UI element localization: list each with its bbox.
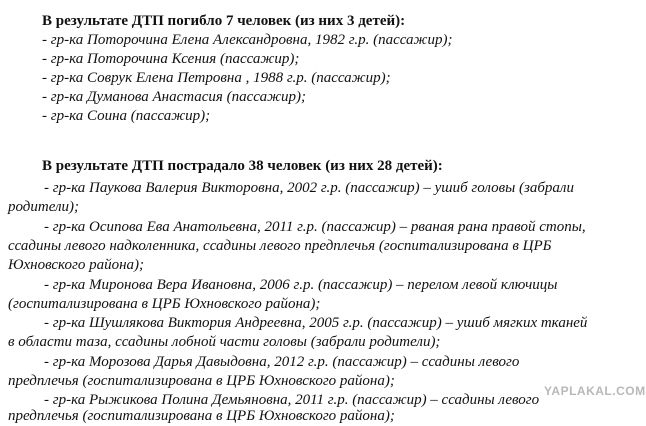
injured-heading: В результате ДТП пострадало 38 человек (из них 28 детей): <box>42 158 443 174</box>
injured-list-line: Юхновского района); <box>8 257 145 273</box>
injured-list-line: ссадины левого надколенника, ссадины левого предплечья (госпитализирована в ЦРБ <box>8 238 552 254</box>
injured-list-line: - гр-ка Морозова Дарья Давыдовна, 2012 г.р. (пассажир) – ссадины левого <box>44 354 520 370</box>
deaths-list-item: - гр-ка Соврук Елена Петровна , 1988 г.р. (пассажир); <box>42 70 391 86</box>
deaths-heading: В результате ДТП погибло 7 человек (из них 3 детей): <box>42 13 406 29</box>
injured-list-line: (госпитализирована в ЦРБ Юхновского района); <box>8 296 321 312</box>
injured-list-line: - гр-ка Шушлякова Виктория Андреевна, 2005 г.р. (пассажир) – ушиб мягких тканей <box>44 315 588 331</box>
injured-list-line: предплечья (госпитализирована в ЦРБ Юхновского района); <box>8 373 395 389</box>
injured-list-line: в области таза, ссадины лобной части головы (забрали родители); <box>8 334 441 350</box>
deaths-list-item: - гр-ка Поторочина Ксения (пассажир); <box>42 51 300 67</box>
injured-list-line: - гр-ка Рыжикова Полина Демьяновна, 2011 г.р. (пассажир) – ссадины левого <box>44 392 540 408</box>
watermark-logo: YAPLAKAL.COM <box>544 384 646 398</box>
injured-list-line: - гр-ка Миронова Вера Ивановна, 2006 г.р. (пассажир) – перелом левой ключицы <box>44 277 558 293</box>
deaths-list-item: - гр-ка Думанова Анастасия (пассажир); <box>42 89 307 105</box>
injured-list-line: - гр-ка Осипова Ева Анатольевна, 2011 г.р. (пассажир) – рваная рана правой стопы, <box>44 219 586 235</box>
injured-list-line: - гр-ка Паукова Валерия Викторовна, 2002 г.р. (пассажир) – ушиб головы (забрали <box>44 180 574 196</box>
injured-list-line: предплечья (госпитализирована в ЦРБ Юхновского района); <box>8 408 395 424</box>
deaths-list-item: - гр-ка Поторочина Елена Александровна, 1982 г.р. (пассажир); <box>42 32 453 48</box>
deaths-list-item: - гр-ка Соина (пассажир); <box>42 108 211 124</box>
injured-list-line: родители); <box>8 199 80 215</box>
